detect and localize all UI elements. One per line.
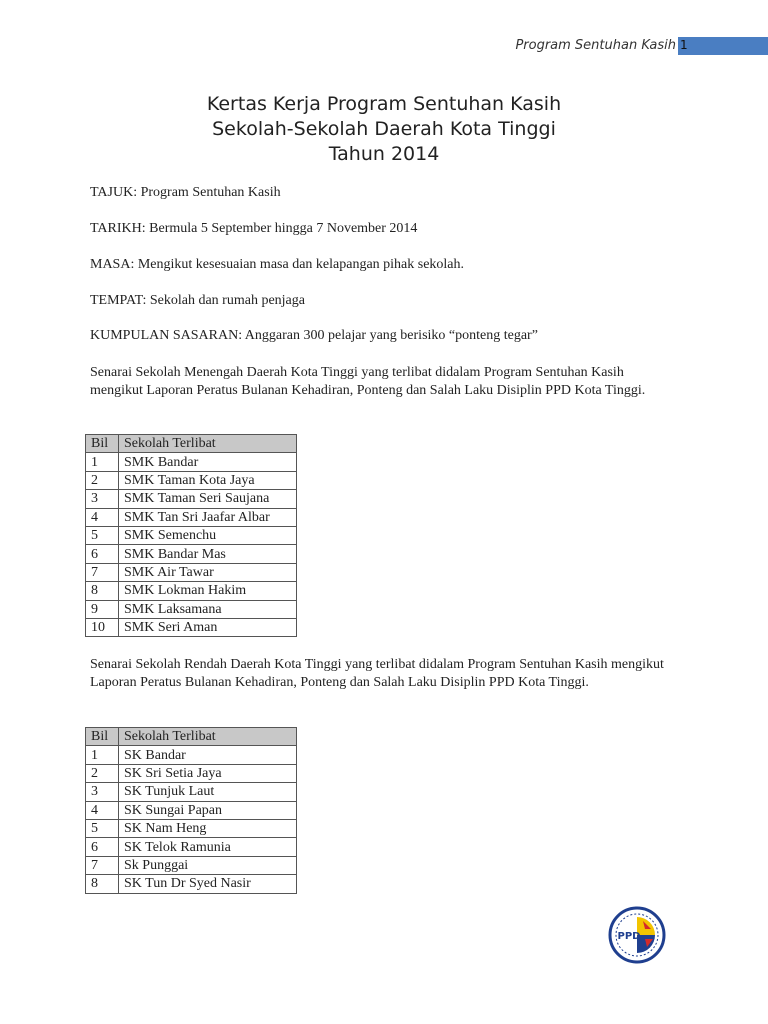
row-number: 3 [86, 490, 119, 508]
row-number: 5 [86, 819, 119, 837]
table-row [86, 618, 297, 636]
header-bil: Bil [86, 728, 119, 746]
row-number: 7 [86, 563, 119, 581]
school-name: SMK Seri Aman [119, 618, 297, 636]
school-name: SMK Air Tawar [119, 563, 297, 581]
table-row [86, 746, 297, 764]
school-name: SMK Tan Sri Jaafar Albar [119, 508, 297, 526]
field-tempat: TEMPAT: Sekolah dan rumah penjaga [90, 293, 305, 308]
title-line-1: Kertas Kerja Program Sentuhan Kasih [206, 93, 562, 115]
ppd-logo-icon [607, 905, 667, 965]
row-number: 7 [86, 856, 119, 874]
title-line-3: Tahun 2014 [328, 143, 440, 165]
row-number: 8 [86, 582, 119, 600]
header-bil: Bil [86, 435, 119, 453]
school-name: SK Nam Heng [119, 819, 297, 837]
school-name: Sk Punggai [119, 856, 297, 874]
table-row [86, 563, 297, 581]
row-number: 1 [86, 746, 119, 764]
document-title [0, 92, 768, 167]
header-sekolah: Sekolah Terlibat [119, 435, 297, 453]
table-row [86, 838, 297, 856]
school-name: SK Sri Setia Jaya [119, 764, 297, 782]
school-name: SMK Semenchu [119, 526, 297, 544]
school-name: SK Telok Ramunia [119, 838, 297, 856]
table-row [86, 490, 297, 508]
page-header [0, 37, 768, 57]
table-row [86, 783, 297, 801]
row-number: 2 [86, 764, 119, 782]
header-sekolah: Sekolah Terlibat [119, 728, 297, 746]
table-row [86, 453, 297, 471]
school-name: SK Tunjuk Laut [119, 783, 297, 801]
page-number-box [678, 37, 768, 55]
table-header-row [86, 728, 297, 746]
title-line-2: Sekolah-Sekolah Daerah Kota Tinggi [212, 118, 556, 140]
table-row [86, 508, 297, 526]
field-masa: MASA: Mengikut kesesuaian masa dan kelapangan pihak sekolah. [90, 257, 465, 272]
table-row [86, 545, 297, 563]
school-name: SK Tun Dr Syed Nasir [119, 875, 297, 893]
page-number: 1 [680, 38, 688, 52]
school-name: SMK Taman Seri Saujana [119, 490, 297, 508]
field-tajuk: TAJUK: Program Sentuhan Kasih [90, 185, 281, 200]
school-name: SMK Bandar [119, 453, 297, 471]
table-row [86, 875, 297, 893]
row-number: 6 [86, 545, 119, 563]
table-row [86, 856, 297, 874]
row-number: 9 [86, 600, 119, 618]
logo-text: PPD [617, 931, 641, 942]
table-row [86, 764, 297, 782]
school-name: SK Sungai Papan [119, 801, 297, 819]
table-row [86, 819, 297, 837]
secondary-schools-table [85, 434, 297, 637]
primary-intro: Senarai Sekolah Rendah Daerah Kota Tinggi yang terlibat didalam Program Sentuhan Kasih mengikut Laporan Peratus Bulanan Kehadiran, Ponteng dan Salah Laku Disiplin PPD Kota Tinggi. [90, 657, 664, 690]
ppd-logo [607, 905, 667, 965]
row-number: 4 [86, 801, 119, 819]
primary-schools-table [85, 727, 297, 894]
table-header-row [86, 435, 297, 453]
row-number: 4 [86, 508, 119, 526]
row-number: 10 [86, 618, 119, 636]
row-number: 6 [86, 838, 119, 856]
row-number: 2 [86, 471, 119, 489]
school-name: SMK Bandar Mas [119, 545, 297, 563]
table-row [86, 471, 297, 489]
school-name: SMK Laksamana [119, 600, 297, 618]
table-row [86, 526, 297, 544]
school-name: SMK Taman Kota Jaya [119, 471, 297, 489]
row-number: 1 [86, 453, 119, 471]
table-row [86, 801, 297, 819]
field-tarikh: TARIKH: Bermula 5 September hingga 7 November 2014 [90, 221, 418, 236]
school-name: SK Bandar [119, 746, 297, 764]
school-name: SMK Lokman Hakim [119, 582, 297, 600]
row-number: 8 [86, 875, 119, 893]
header-title: Program Sentuhan Kasih [515, 38, 676, 53]
secondary-intro: Senarai Sekolah Menengah Daerah Kota Tinggi yang terlibat didalam Program Sentuhan Kasih mengikut Laporan Peratus Bulanan Kehadiran, Ponteng dan Salah Laku Disiplin PPD Kota Tinggi. [90, 365, 646, 398]
field-kumpulan-sasaran: KUMPULAN SASARAN: Anggaran 300 pelajar yang berisiko “ponteng tegar” [90, 328, 538, 343]
row-number: 3 [86, 783, 119, 801]
table-row [86, 600, 297, 618]
row-number: 5 [86, 526, 119, 544]
table-row [86, 582, 297, 600]
